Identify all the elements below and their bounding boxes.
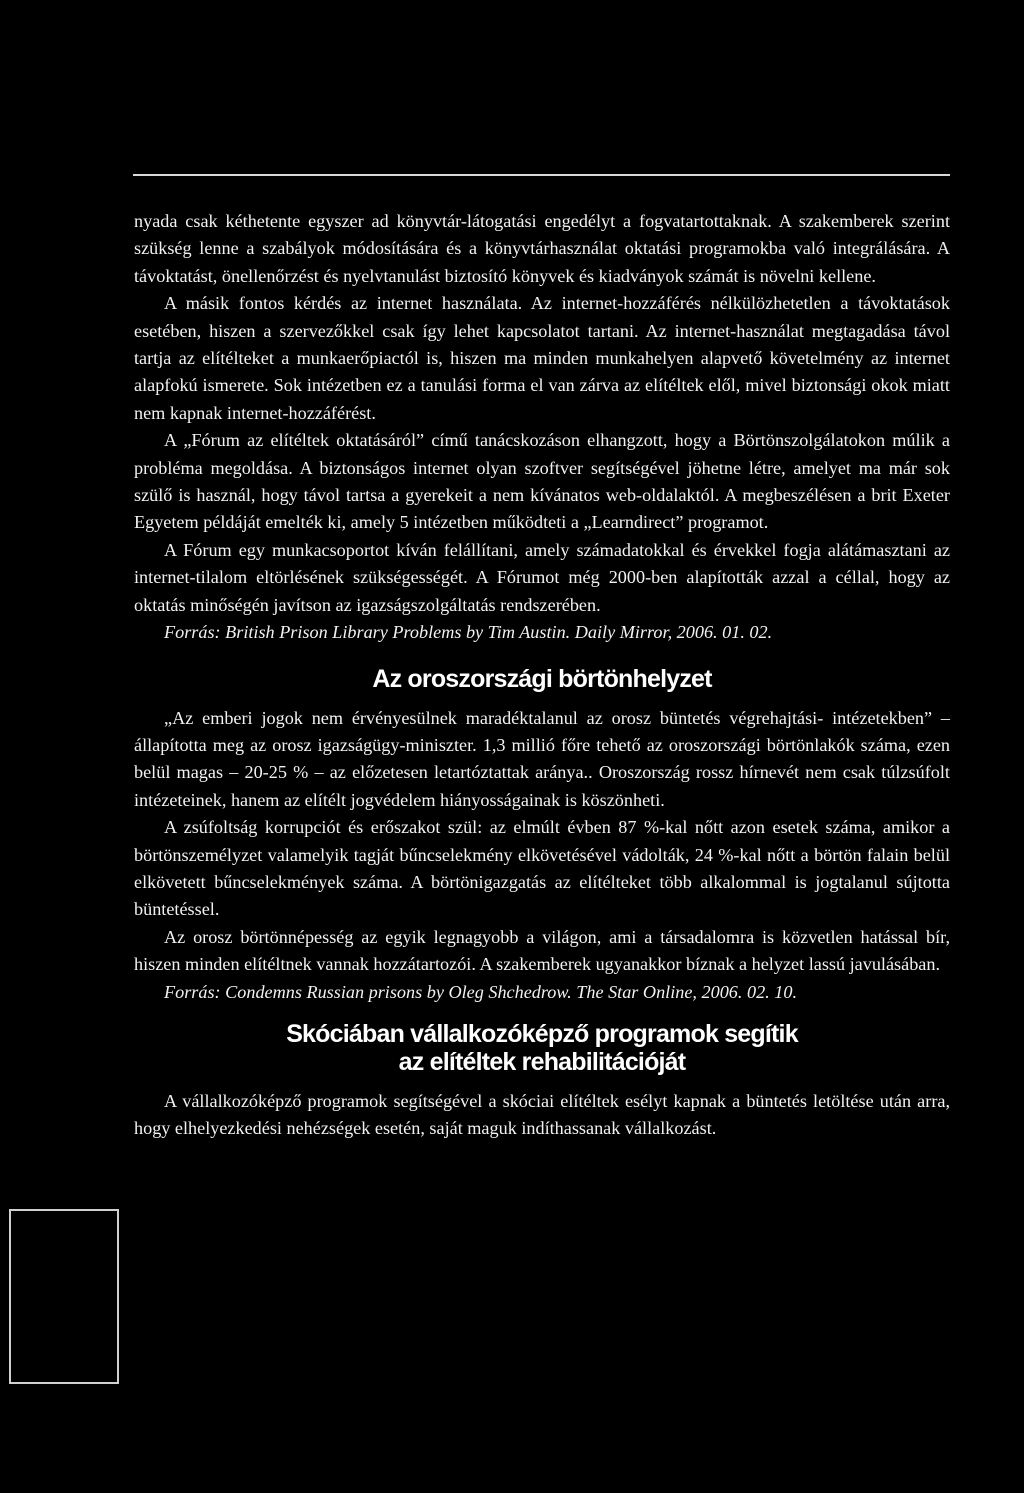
top-rule — [133, 174, 950, 176]
paragraph: nyada csak kéthetente egyszer ad könyvtár-látogatási engedélyt a fogvatartottaknak. A szakemberek szerint szükség lenne a szabályok módosítására és a könyvtárhasználat oktatási programokba való integrálására. A távoktatást, önellenőrzést és nyelvtanulást biztosító könyvek és kiadványok számát is növelni kellene. — [134, 211, 950, 286]
article-body — [134, 208, 950, 1143]
section-heading-line: az elítéltek rehabilitációját — [398, 1047, 686, 1076]
paragraph: A zsúfoltság korrupciót és erőszakot szül: az elmúlt évben 87 %-kal nőtt azon esetek száma, amikor a börtönszemélyzet valamelyik tagját bűncselekmény elkövetésével vádolták, 24 %-kal nőtt a börtön falain belül elkövetett bűncselekmények száma. A börtönigazgatás az elítélteket több alkalommal is jogtalanul sújtotta büntetéssel. — [134, 817, 950, 920]
section-heading: Az oroszországi börtönhelyzet — [372, 664, 712, 693]
section-heading-line: Skóciában vállalkozóképző programok segítik — [286, 1019, 798, 1048]
paragraph: Az orosz börtönnépesség az egyik legnagyobb a világon, ami a társadalomra is közvetlen hatással bír, hiszen minden elítéltnek vannak hozzátartozói. A szakemberek ugyanakkor bíznak a helyzet lassú javulásában. — [134, 926, 950, 975]
paragraph: A vállalkozóképző programok segítségével a skóciai elítéltek esélyt kapnak a büntetés letöltése után arra, hogy elhelyezkedési nehézségek esetén, saját maguk indíthassanak vállalkozást. — [134, 1090, 950, 1139]
section-heading — [134, 1020, 950, 1076]
paragraph: „Az emberi jogok nem érvényesülnek maradéktalanul az orosz büntetés végrehajtási- intézetekben” – állapította meg az orosz igazságügy-miniszter. 1,3 millió főre tehető az oroszországi börtönlakók száma, ezen belül magas – 20-25 % – az előzetesen letartóztattak aránya.. Oroszország rossz hírnevét nem csak túlzsúfolt intézeteinek, hanem az elítélt jogvédelem hiányosságainak is köszönheti. — [134, 707, 950, 810]
paragraph: A másik fontos kérdés az internet használata. Az internet-hozzáférés nélkülözhetetlen a távoktatások esetében, hiszen a szervezőkkel csak így lehet kapcsolatot tartani. Az internet-használat megtagadása távol tartja az elítélteket a munkaerőpiactól is, hiszen ma minden munkahelyen alapvető követelmény az internet alapfokú ismerete. Sok intézetben ez a tanulási forma el van zárva az elítéltek elől, mivel biztonsági okok miatt nem kapnak internet-hozzáférést. — [134, 293, 950, 423]
paragraph: A „Fórum az elítéltek oktatásáról” című tanácskozáson elhangzott, hogy a Börtönszolgálatokon múlik a probléma megoldása. A biztonságos internet olyan szoftver segítségével jöhetne létre, amelyet ma már sok szülő is használ, hogy távol tartsa a gyerekeit a nem kívánatos web-oldalaktól. A megbeszélésen a brit Exeter Egyetem példáját emelték ki, amely 5 intézetben működteti a „Learndirect” programot. — [134, 430, 950, 533]
source-citation: Forrás: British Prison Library Problems by Tim Austin. Daily Mirror, 2006. 01. 02. — [164, 622, 773, 643]
margin-box — [9, 1209, 119, 1384]
paragraph: A Fórum egy munkacsoportot kíván felállítani, amely számadatokkal és érvekkel fogja alátámasztani az internet-tilalom eltörlésének szükségességét. A Fórumot még 2000-ben alapították azzal a céllal, hogy az oktatás minőségén javítson az igazságszolgáltatás rendszerében. — [134, 539, 950, 615]
source-citation: Forrás: Condemns Russian prisons by Oleg Shchedrow. The Star Online, 2006. 02. 10. — [164, 981, 798, 1002]
